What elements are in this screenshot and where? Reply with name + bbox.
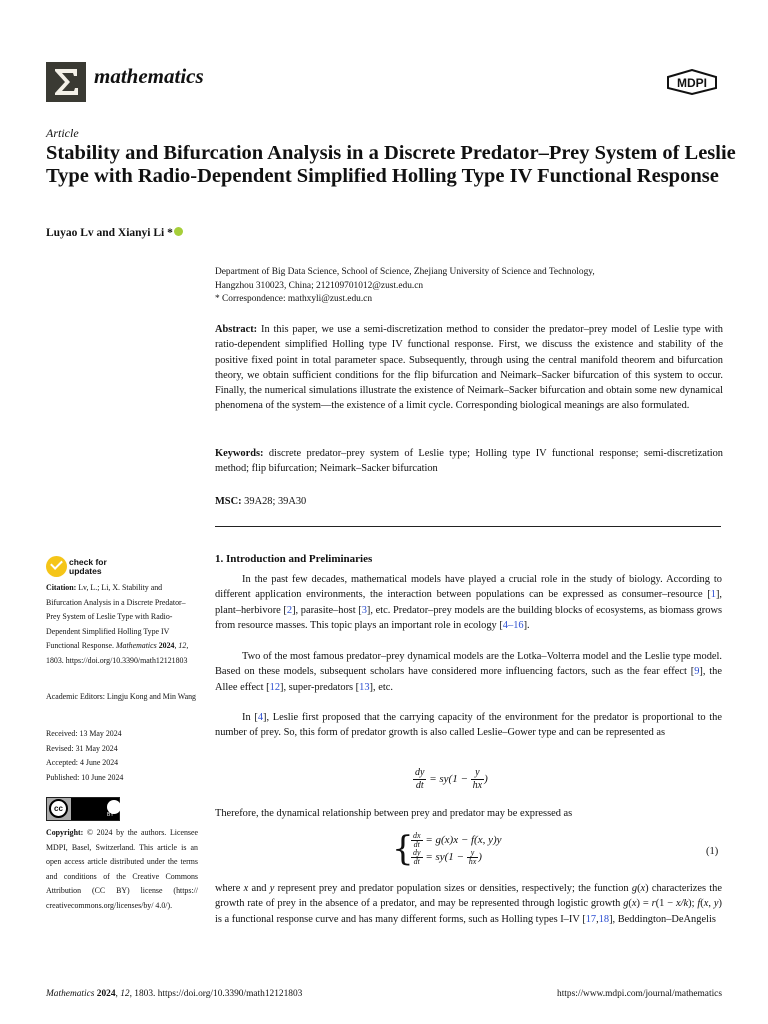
msc-text: 39A28; 39A30: [244, 496, 307, 507]
equation-leslie-gower: $\frac{dy}{dt}$ = sy(1 − $\frac{y}{hx}$ ): [415, 767, 488, 791]
divider: [215, 526, 721, 527]
page-title: Stability and Bifurcation Analysis in a Discrete Predator–Prey System of Leslie Type with Radio-Dependent Simplified Holling Type IV Functional Response: [46, 142, 736, 187]
reference-link[interactable]: 4: [257, 712, 264, 723]
citation-year: 2024: [158, 641, 175, 651]
reference-link[interactable]: 1: [710, 589, 716, 601]
journal-name[interactable]: mathematics: [94, 64, 204, 88]
reference-link[interactable]: 12: [269, 681, 281, 693]
dates: [46, 727, 198, 785]
cc-by-license-icon[interactable]: [46, 797, 120, 821]
author-names[interactable]: Luyao Lv and Xianyi Li *: [46, 227, 173, 239]
reference-link[interactable]: 3: [361, 604, 367, 616]
msc: [215, 494, 723, 509]
paragraph: where x and y represent prey and predator population sizes or densities, respectively; the function g(x) characterizes the growth rate of prey in the absence of a predator, and may be represented through logistic growth g(x) = r(1 − x/k); f(x, y) is a functional response curve and has many different forms, such as Holling types I–IV [17,18], Beddington–DeAngelis: [215, 883, 722, 925]
date-published: Published: 10 June 2024: [46, 772, 124, 782]
mdpi-text: MDPI: [677, 76, 707, 90]
by-text: BY: [107, 812, 114, 818]
cc-icon: cc: [49, 799, 68, 818]
keywords-text: discrete predator–prey system of Leslie type; Holling type IV functional response; semi-discretization method; flip bifurcation; Neimark–Sacker bifurcation: [215, 448, 723, 475]
equation-number: (1): [706, 846, 719, 857]
equation-system: $\frac{dx}{dt}$ = g(x)x − f(x, y)y $\frac{dy}{dt}$ = sy(1 − $\frac{y}{hx}$ ): [413, 831, 502, 866]
affiliation: [215, 266, 720, 307]
journal-logo: [46, 62, 86, 102]
citation-label: Citation:: [46, 583, 77, 592]
mdpi-logo[interactable]: [664, 69, 720, 100]
date-received: Received: 13 May 2024: [46, 729, 122, 738]
paragraph: Two of the most famous predator–prey dynamical models are the Lotka–Volterra model and the Leslie type model. Based on these models, subsequent scholars have considered more influencing factors, such as the fear effect [9], the Allee effect [12], super-predators [13], etc.: [215, 651, 722, 693]
citation-text: Lv, L.; Li, X. Stability and Bifurcation Analysis in a Discrete Predator–Prey System of Leslie Type with Radio-Dependent Simplified Holling Type IV Functional Response.: [46, 583, 186, 651]
paragraph: In the past few decades, mathematical models have played a crucial role in the study of biology. According to different application environments, the interaction between populations can be expressed as consumer–resource [1], plant–herbivore [2], parasite–host [3], etc. Predator–prey models are the building blocks of ecosystems, as biomass grows from resource masses. This topic plays an important role in ecology [4–16].: [215, 574, 723, 631]
section-heading: 1. Introduction and Preliminaries: [215, 553, 373, 565]
reference-link[interactable]: 18: [598, 913, 610, 925]
abstract-text: In this paper, we use a semi-discretization method to consider the predator–prey model of Leslie type with ratio-dependent simplified Holling type IV functional response. First, we discuss the existence and stability of the positive fixed point in total parameter space. Subsequently, through using the central manifold theorem and bifurcation theory, we obtain sufficient conditions for the flip bifurcation and Neimark–Sacker bifurcation of this system to occur. Finally, the numerical simulations illustrate the existence of Neimark–Sacker bifurcation and obtain some new dynamical phenomena of the system—the existence of a limit cycle. Corresponding biological meanings are also formulated.: [215, 324, 723, 412]
citation-volume: 12: [178, 641, 187, 651]
paragraph: Therefore, the dynamical relationship between prey and predator may be expressed as: [215, 808, 573, 819]
footer-citation: Mathematics 2024, 12, 1803. https://doi.org/10.3390/math12121803: [46, 989, 303, 999]
abstract: [215, 322, 723, 414]
footer-url[interactable]: https://www.mdpi.com/journal/mathematics: [557, 989, 722, 999]
copyright-text: © 2024 by the authors. Licensee MDPI, Basel, Switzerland. This article is an open access article distributed under the terms and conditions of the Creative Commons Attribution (CC BY) license (https:// creativecommons.org/licenses/by/ 4.0/).: [46, 828, 198, 910]
footer-journal: Mathematics: [46, 989, 95, 999]
check-icon: [46, 556, 67, 577]
keywords: [215, 446, 723, 477]
keywords-label: Keywords:: [215, 448, 264, 459]
paragraph: In [4], Leslie first proposed that the carrying capacity of the environment for the predator is proportional to the number of prey. So, this form of predator growth is also called Leslie–Gower type and can be represented as: [215, 712, 722, 739]
check-line: updates: [69, 565, 102, 576]
footer-volume: 12: [120, 989, 130, 999]
footer-doi[interactable]: , 1803. https://doi.org/10.3390/math12121803: [129, 989, 303, 999]
equation-brace: {: [392, 829, 414, 869]
msc-label: MSC:: [215, 496, 242, 507]
date-revised: Revised: 31 May 2024: [46, 743, 118, 753]
footer-year: 2024: [96, 989, 116, 999]
reference-link[interactable]: 4–16: [502, 619, 524, 631]
citation: Citation: Lv, L.; Li, X. Stability and Bifurcation Analysis in a Discrete Predator–Prey System of Leslie Type with Radio-Dependent Simplified Holling Type IV Functional Response. Mathematics 2024, 12, 1803. https://doi.org/10.3390/math12121803: [46, 583, 189, 665]
citation-doi[interactable]: , 1803. https://doi.org/10.3390/math12121803: [46, 641, 189, 665]
copyright: [46, 826, 198, 914]
reference-link[interactable]: 17: [585, 913, 597, 925]
academic-editors: Academic Editors: Lingju Kong and Min Wang: [46, 692, 196, 701]
check-line: check for: [69, 556, 107, 567]
reference-link[interactable]: 2: [286, 604, 293, 616]
authors: [46, 227, 183, 239]
orcid-icon[interactable]: [174, 227, 183, 236]
sigma-icon: [46, 62, 86, 102]
article-type: Article: [46, 126, 79, 140]
reference-link[interactable]: 13: [359, 681, 370, 693]
reference-link[interactable]: 9: [694, 666, 700, 678]
date-accepted: Accepted: 4 June 2024: [46, 758, 119, 768]
abstract-label: Abstract:: [215, 324, 258, 335]
copyright-label: Copyright:: [46, 828, 84, 837]
check-for-updates[interactable]: [46, 556, 107, 577]
citation-journal: Mathematics: [115, 641, 157, 651]
affiliation-line: Department of Big Data Science, School of Science, Zhejiang University of Science and Technology,: [215, 267, 595, 277]
affiliation-line: Hangzhou 310023, China; 212109701012@zust.edu.cn: [215, 280, 424, 291]
correspondence: * Correspondence: mathxyli@zust.edu.cn: [215, 294, 373, 304]
